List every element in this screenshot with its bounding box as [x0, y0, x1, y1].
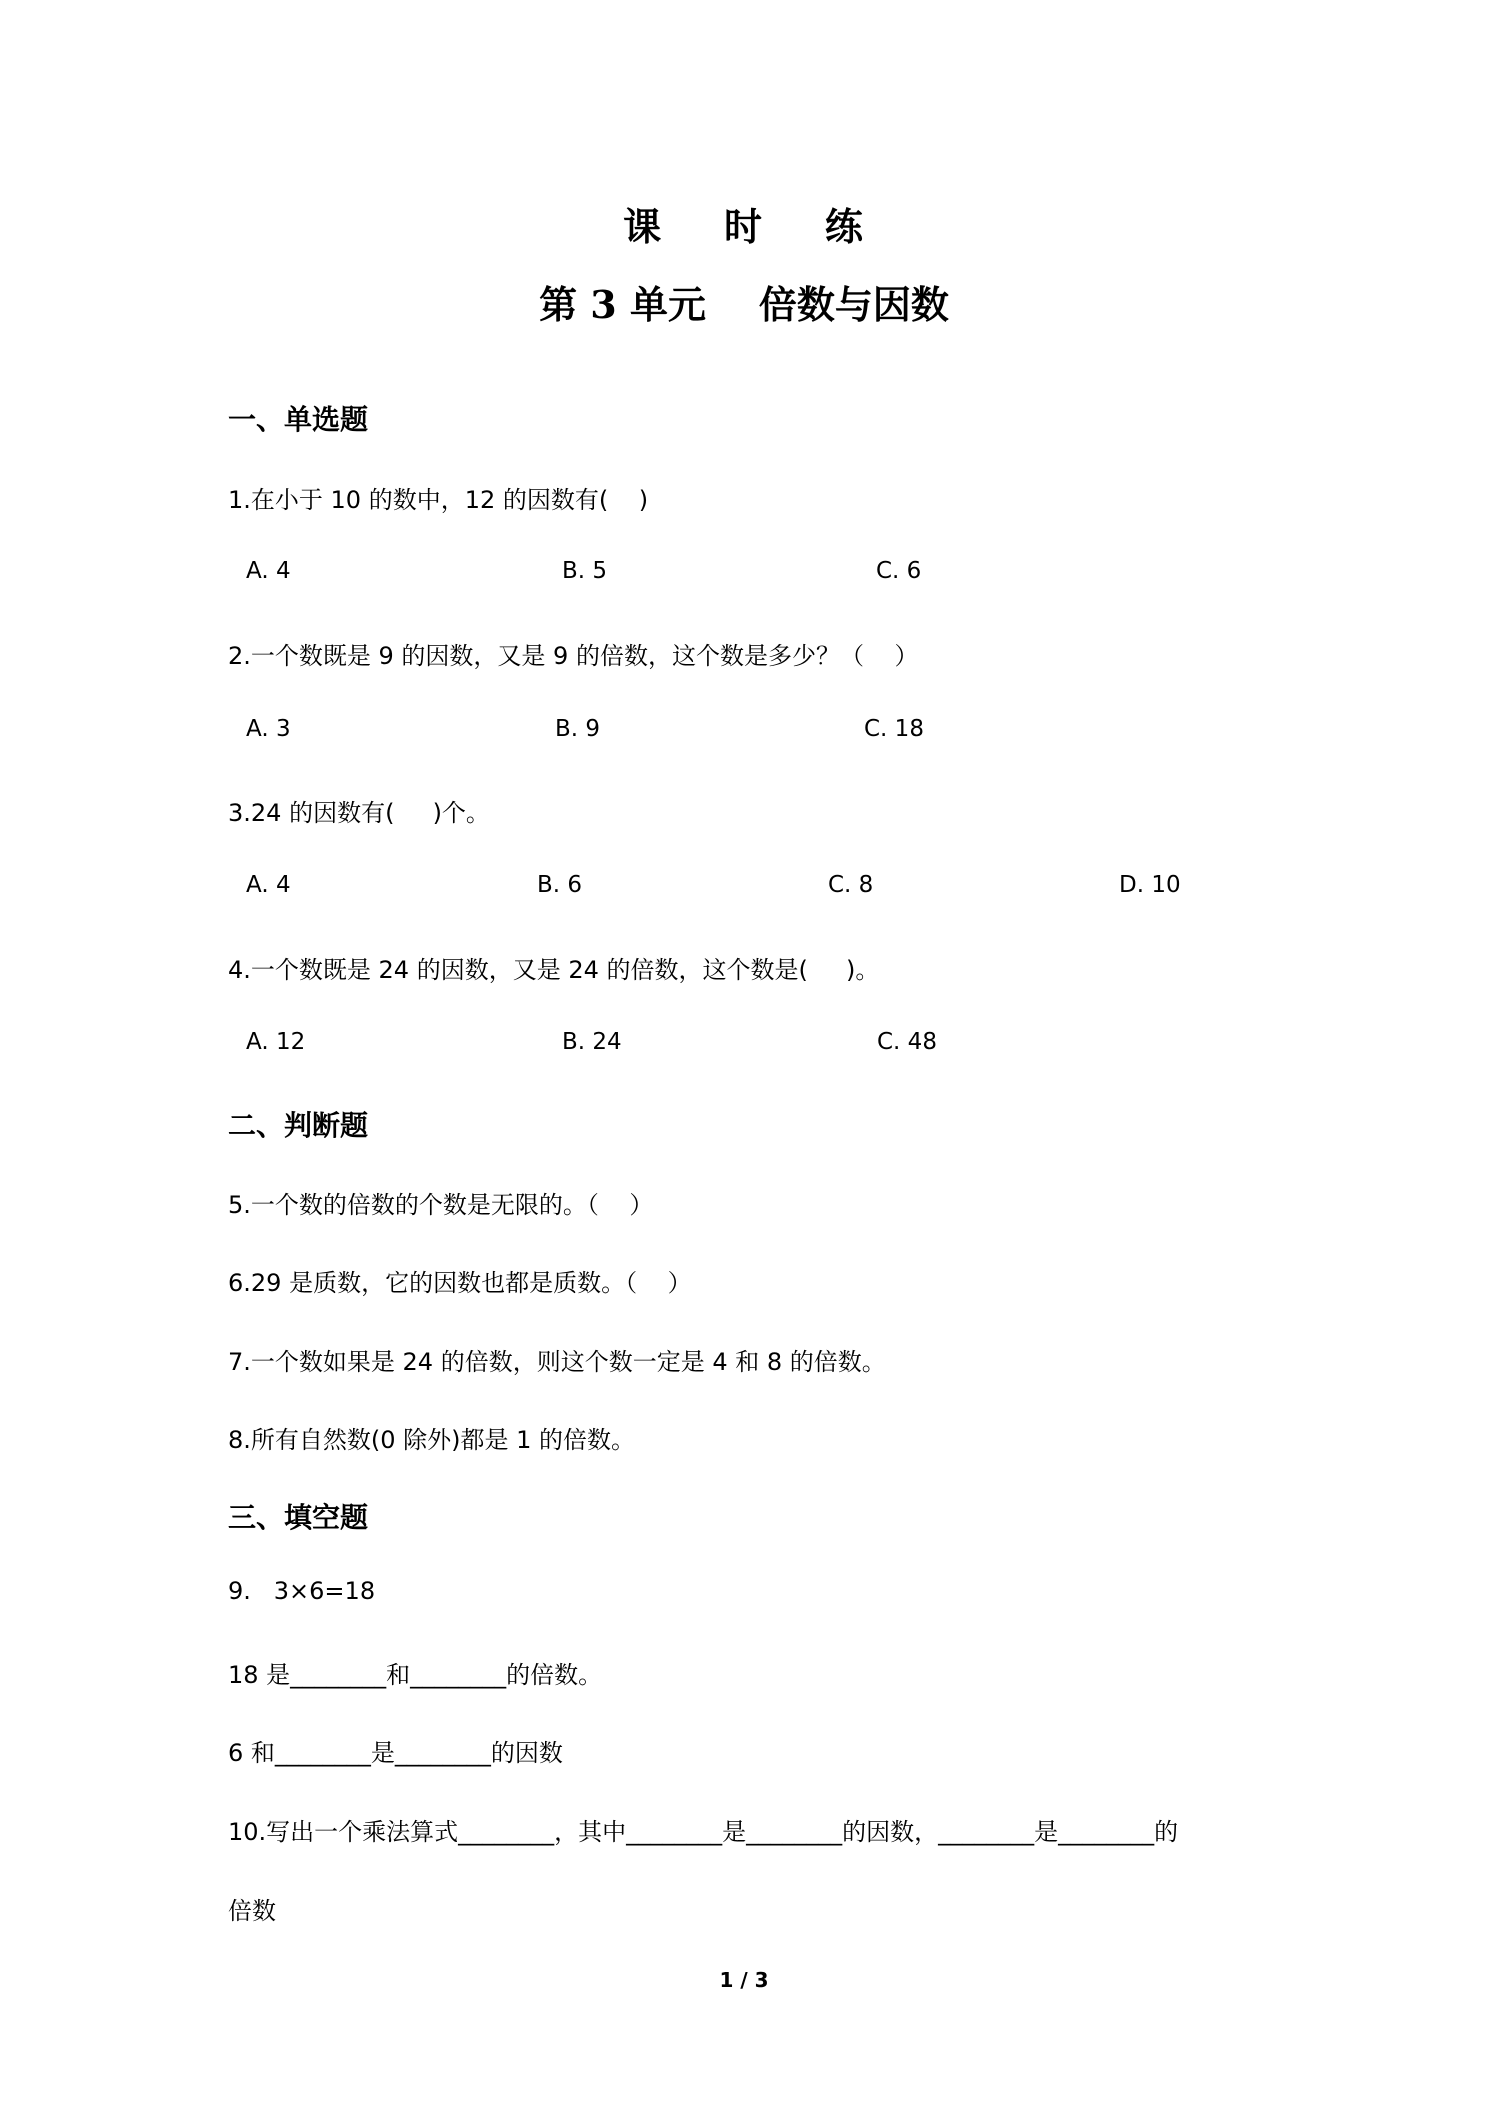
question-8: 8.所有自然数(0 除外)都是 1 的倍数。 — [228, 1426, 636, 1454]
question-10-continued: 倍数 — [228, 1897, 276, 1925]
q1-option-a: A. 4 — [246, 558, 291, 584]
question-6: 6.29 是质数，它的因数也都是质数。（ ） — [228, 1269, 692, 1297]
section-heading-fill-blank: 三、填空题 — [228, 1501, 369, 1534]
q3-option-c: C. 8 — [828, 872, 874, 898]
q3-option-b: B. 6 — [537, 872, 583, 898]
question-3: 3.24 的因数有( )个。 — [228, 799, 490, 827]
q4-option-a: A. 12 — [246, 1029, 306, 1055]
question-1: 1.在小于 10 的数中，12 的因数有( ) — [228, 486, 649, 514]
q1-option-b: B. 5 — [562, 558, 608, 584]
question-5: 5.一个数的倍数的个数是无限的。（ ） — [228, 1191, 654, 1219]
question-9-line-1: 18 是________和________的倍数。 — [228, 1661, 603, 1689]
q1-option-c: C. 6 — [876, 558, 922, 584]
q4-option-b: B. 24 — [562, 1029, 622, 1055]
q2-option-a: A. 3 — [246, 716, 291, 742]
document-title: 课 时 练 — [623, 204, 865, 249]
question-4: 4.一个数既是 24 的因数，又是 24 的倍数，这个数是( )。 — [228, 956, 880, 984]
question-9-line-2: 6 和________是________的因数 — [228, 1739, 563, 1767]
q2-option-b: B. 9 — [555, 716, 601, 742]
section-heading-true-false: 二、判断题 — [228, 1109, 369, 1142]
question-10: 10.写出一个乘法算式________，其中________是________的因数，________是________的 — [228, 1818, 1179, 1846]
q3-option-a: A. 4 — [246, 872, 291, 898]
q4-option-c: C. 48 — [877, 1029, 937, 1055]
question-9: 9. 3×6=18 — [228, 1577, 376, 1605]
document-subtitle: 第 3 单元 倍数与因数 — [539, 282, 949, 327]
q3-option-d: D. 10 — [1119, 872, 1181, 898]
page-number: 1 / 3 — [719, 1968, 769, 1992]
question-7: 7.一个数如果是 24 的倍数，则这个数一定是 4 和 8 的倍数。 — [228, 1348, 886, 1376]
q2-option-c: C. 18 — [864, 716, 924, 742]
question-2: 2.一个数既是 9 的因数，又是 9 的倍数，这个数是多少？（ ） — [228, 642, 919, 670]
section-heading-single-choice: 一、单选题 — [228, 403, 369, 436]
